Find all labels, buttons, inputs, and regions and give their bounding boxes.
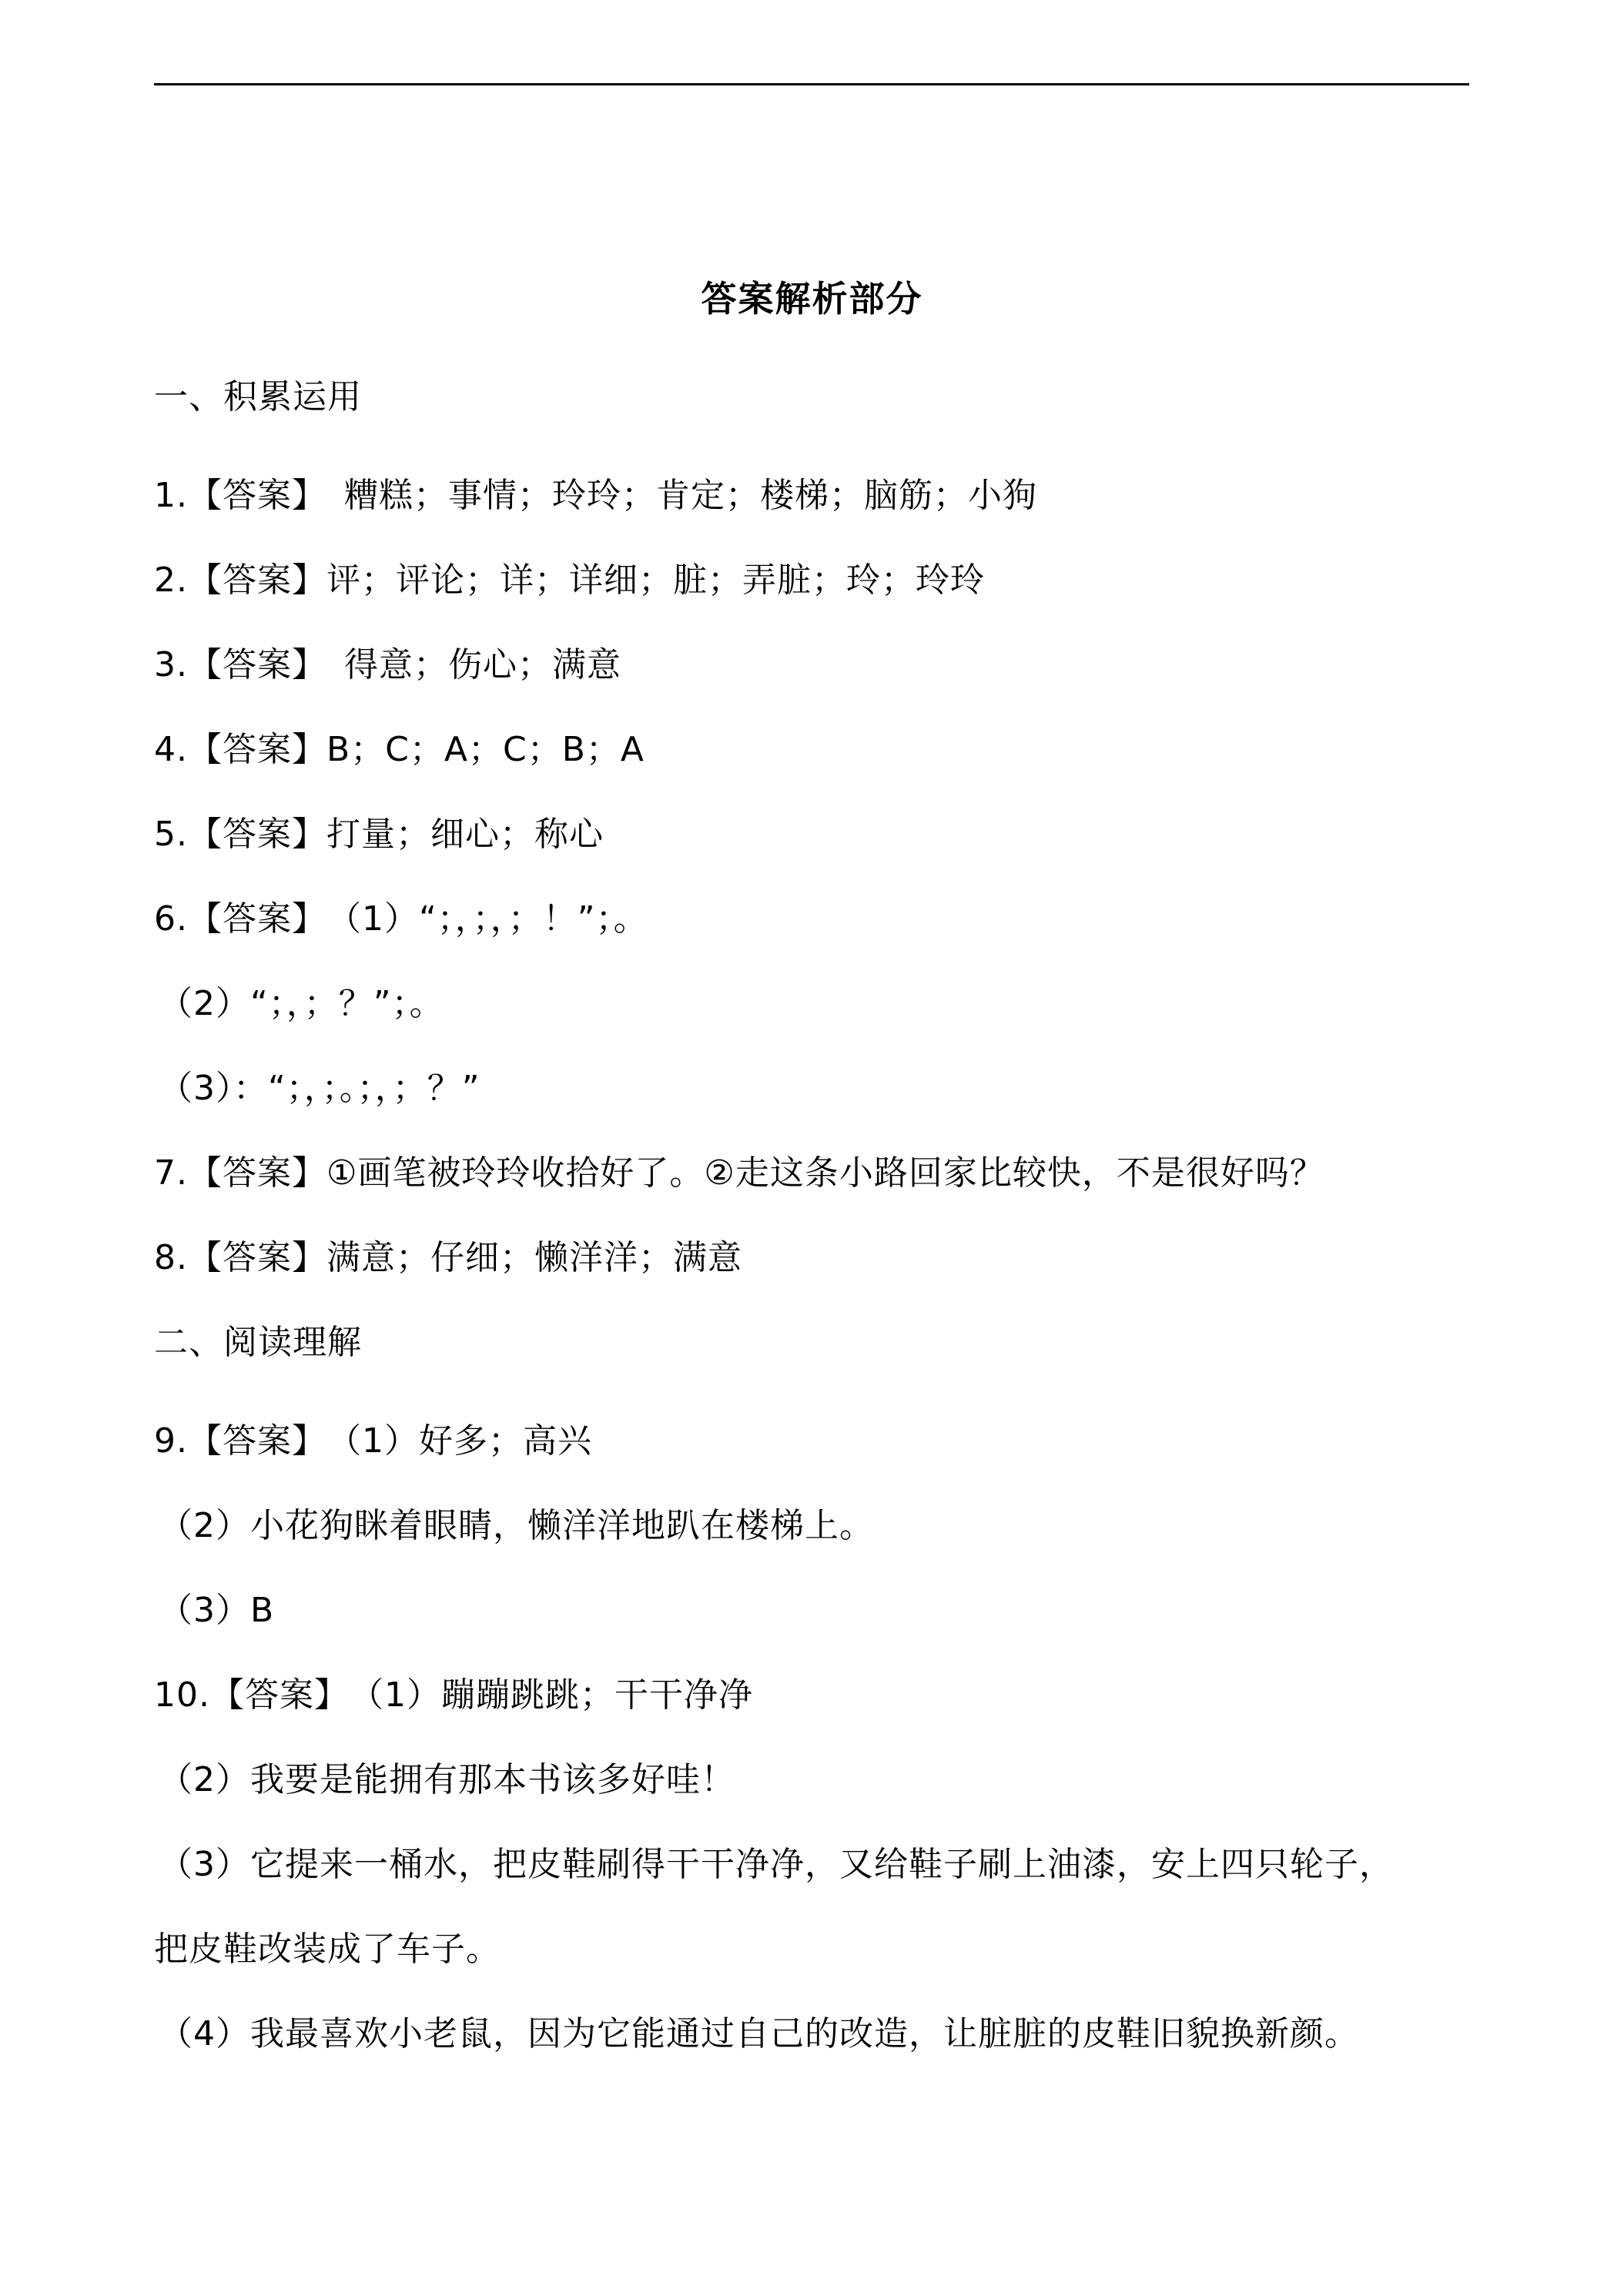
- header-rule: [154, 83, 1469, 85]
- answer-text: （1）蹦蹦跳跳；干干净净: [331, 1675, 753, 1715]
- answer-line-8: [154, 1235, 742, 1281]
- answer-number: 3.: [154, 645, 188, 684]
- answer-line-6: [154, 896, 648, 942]
- answer-tag: 【答案】: [187, 561, 326, 600]
- answer-line-9-part-2: （2）小花狗眯着眼睛，懒洋洋地趴在楼梯上。: [159, 1506, 874, 1545]
- answer-text: ①画笔被玲玲收拾好了。②走这条小路回家比较快，不是很好吗？: [326, 1153, 1324, 1193]
- answer-text: 评；评论；详；详细；脏；弄脏；玲；玲玲: [326, 561, 985, 600]
- answer-number: 7.: [154, 1153, 188, 1193]
- answer-line-6-part-3: （3）：“；，；。；，；？”: [159, 1069, 481, 1108]
- answer-line-7: [154, 1150, 1324, 1197]
- answer-line-10-part-3: （3）它提来一桶水，把皮鞋刷得干干净净，又给鞋子刷上油漆，安上四只轮子，: [159, 1845, 1394, 1884]
- answer-line-6-part-2: （2）“；，；？”；。: [159, 984, 444, 1023]
- answer-tag: 【答案】: [187, 1421, 310, 1461]
- answer-text: B；C；A；C；B；A: [326, 730, 645, 769]
- answer-line-10: [154, 1672, 753, 1719]
- answer-tag: 【答案】: [187, 476, 310, 515]
- answer-text: （1）“；，；，；！”；。: [309, 899, 648, 939]
- answer-line-10-part-3-continued: 把皮鞋改装成了车子。: [154, 1930, 501, 1969]
- answer-tag: 【答案】: [209, 1675, 332, 1715]
- answer-tag: 【答案】: [187, 1238, 326, 1277]
- answer-number: 4.: [154, 730, 188, 769]
- answer-text: 得意；伤心；满意: [309, 645, 621, 684]
- answer-number: 1.: [154, 476, 188, 515]
- answer-text: 满意；仔细；懒洋洋；满意: [326, 1238, 742, 1277]
- answer-tag: 【答案】: [187, 1153, 326, 1193]
- answer-line-1: [154, 473, 1037, 519]
- answer-text: 打量；细心；称心: [326, 815, 604, 854]
- answer-number: 5.: [154, 815, 188, 854]
- answer-number: 8.: [154, 1238, 188, 1277]
- answer-tag: 【答案】: [187, 815, 326, 854]
- answer-line-10-part-4: （4）我最喜欢小老鼠，因为它能通过自己的改造，让脏脏的皮鞋旧貌换新颜。: [159, 2014, 1359, 2053]
- answer-line-9-part-3: （3）B: [159, 1591, 275, 1630]
- section-heading-reading: 二、阅读理解: [154, 1323, 362, 1362]
- answer-line-2: [154, 557, 985, 604]
- answer-line-9: [154, 1418, 592, 1464]
- answer-number: 6.: [154, 899, 188, 939]
- answer-tag: 【答案】: [187, 899, 310, 939]
- answer-number: 9.: [154, 1421, 188, 1461]
- answer-text: 糟糕；事情；玲玲；肯定；楼梯；脑筋；小狗: [309, 476, 1037, 515]
- answer-line-4: [154, 727, 645, 773]
- answer-tag: 【答案】: [187, 645, 310, 684]
- answer-number: 2.: [154, 561, 188, 600]
- page-title: 答案解析部分: [701, 278, 923, 320]
- answer-text: （1）好多；高兴: [309, 1421, 592, 1461]
- answer-line-3: [154, 642, 621, 688]
- answer-line-10-part-2: （2）我要是能拥有那本书该多好哇！: [159, 1760, 735, 1799]
- answer-number: 10.: [154, 1675, 210, 1715]
- answer-tag: 【答案】: [187, 730, 326, 769]
- section-heading-accumulation: 一、积累运用: [154, 377, 362, 417]
- answer-line-5: [154, 812, 604, 858]
